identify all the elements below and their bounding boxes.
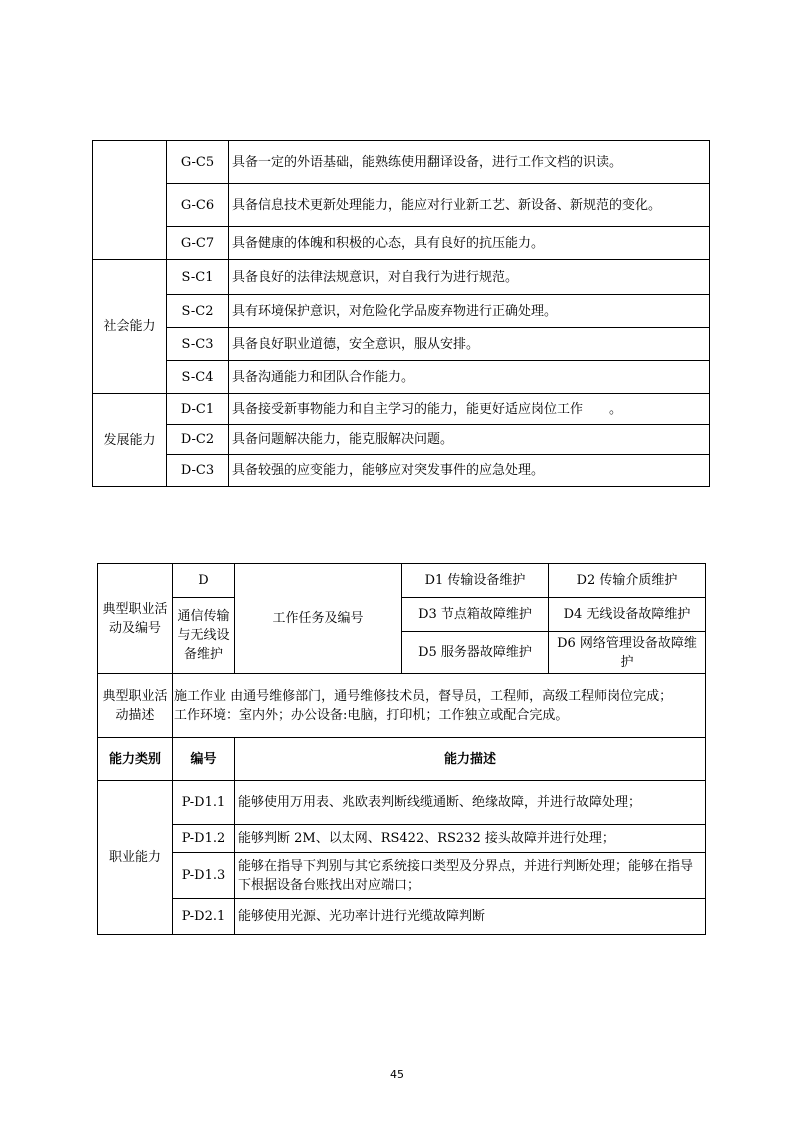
table-row bbox=[98, 853, 706, 899]
table-header-row bbox=[98, 738, 706, 781]
header-desc: 能力描述 bbox=[235, 738, 706, 781]
desc-line: 工作环境：室内外；办公设备:电脑，打印机；工作独立或配合完成。 bbox=[174, 707, 569, 723]
competency-table-1 bbox=[92, 140, 710, 487]
desc-cell: 能够使用光源、光功率计进行光缆故障判断 bbox=[235, 899, 706, 935]
task-cell: D1 传输设备维护 bbox=[402, 564, 549, 598]
desc-cell: 能够使用万用表、兆欧表判断线缆通断、绝缘故障，并进行故障处理； bbox=[235, 781, 706, 825]
task-cell: D2 传输介质维护 bbox=[549, 564, 706, 598]
activity-name-cell: 通信传输与无线设备维护 bbox=[173, 598, 235, 674]
code-cell: P-D1.1 bbox=[173, 781, 235, 825]
desc-cell bbox=[173, 674, 706, 738]
task-cell: D4 无线设备故障维护 bbox=[549, 598, 706, 632]
table-row bbox=[98, 674, 706, 738]
table-row bbox=[98, 899, 706, 935]
task-cell: D5 服务器故障维护 bbox=[402, 632, 549, 674]
table-row bbox=[93, 425, 710, 455]
table-row bbox=[93, 455, 710, 487]
desc-cell: 具备沟通能力和团队合作能力。 bbox=[229, 361, 710, 394]
table-row bbox=[93, 394, 710, 425]
table-row bbox=[98, 825, 706, 853]
code-cell: S-C2 bbox=[167, 295, 229, 328]
code-cell: G-C6 bbox=[167, 184, 229, 227]
header-category: 能力类别 bbox=[98, 738, 173, 781]
page-number: 45 bbox=[390, 1068, 404, 1081]
desc-cell: 具备良好的法律法规意识，对自我行为进行规范。 bbox=[229, 260, 710, 295]
category-cell bbox=[93, 141, 167, 260]
table-row bbox=[98, 781, 706, 825]
header-code: 编号 bbox=[173, 738, 235, 781]
table-row bbox=[98, 598, 706, 632]
task-cell: D3 节点箱故障维护 bbox=[402, 598, 549, 632]
desc-cell: 具备良好职业道德，安全意识，服从安排。 bbox=[229, 328, 710, 361]
table-row bbox=[93, 295, 710, 328]
desc-label-cell: 典型职业活动描述 bbox=[98, 674, 173, 738]
desc-cell: 具备健康的体魄和积极的心态，具有良好的抗压能力。 bbox=[229, 227, 710, 260]
activity-code-cell: D bbox=[173, 564, 235, 598]
code-cell: D-C2 bbox=[167, 425, 229, 455]
task-cell: D6 网络管理设备故障维护 bbox=[549, 632, 706, 674]
table-row bbox=[93, 141, 710, 184]
code-cell: S-C4 bbox=[167, 361, 229, 394]
desc-cell: 具备较强的应变能力，能够应对突发事件的应急处理。 bbox=[229, 455, 710, 487]
code-cell: S-C3 bbox=[167, 328, 229, 361]
table-row bbox=[93, 227, 710, 260]
category-cell: 职业能力 bbox=[98, 781, 173, 935]
code-cell: P-D1.2 bbox=[173, 825, 235, 853]
activity-label-cell: 典型职业活动及编号 bbox=[98, 564, 173, 674]
code-cell: P-D1.3 bbox=[173, 853, 235, 899]
table-row bbox=[98, 564, 706, 598]
category-cell: 社会能力 bbox=[93, 260, 167, 394]
code-cell: S-C1 bbox=[167, 260, 229, 295]
table-row bbox=[93, 260, 710, 295]
table-row bbox=[93, 361, 710, 394]
desc-cell: 具备问题解决能力，能克服解决问题。 bbox=[229, 425, 710, 455]
category-cell: 发展能力 bbox=[93, 394, 167, 487]
code-cell: P-D2.1 bbox=[173, 899, 235, 935]
code-cell: G-C7 bbox=[167, 227, 229, 260]
desc-cell: 具备接受新事物能力和自主学习的能力，能更好适应岗位工作 。 bbox=[229, 394, 710, 425]
table-row bbox=[93, 328, 710, 361]
code-cell: G-C5 bbox=[167, 141, 229, 184]
competency-table-2 bbox=[97, 563, 706, 935]
desc-cell: 具备信息技术更新处理能力，能应对行业新工艺、新设备、新规范的变化。 bbox=[229, 184, 710, 227]
desc-cell: 能够判断 2M、以太网、RS422、RS232 接头故障并进行处理； bbox=[235, 825, 706, 853]
desc-cell: 能够在指导下判别与其它系统接口类型及分界点，并进行判断处理；能够在指导下根据设备台账找出对应端口； bbox=[235, 853, 706, 899]
code-cell: D-C3 bbox=[167, 455, 229, 487]
desc-cell: 具有环境保护意识，对危险化学品废弃物进行正确处理。 bbox=[229, 295, 710, 328]
table-row bbox=[93, 184, 710, 227]
desc-line: 施工作业 由通号维修部门，通号维修技术员，督导员，工程师，高级工程师岗位完成； bbox=[174, 688, 673, 704]
code-cell: D-C1 bbox=[167, 394, 229, 425]
task-label-cell: 工作任务及编号 bbox=[235, 564, 402, 674]
desc-cell: 具备一定的外语基础，能熟练使用翻译设备，进行工作文档的识读。 bbox=[229, 141, 710, 184]
